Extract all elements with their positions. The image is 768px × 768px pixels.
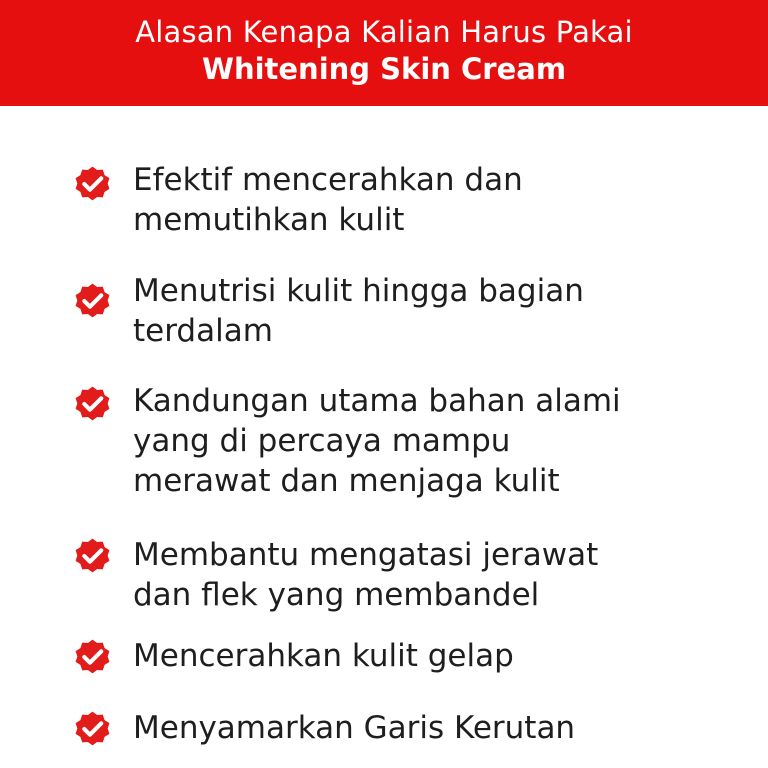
benefit-text: Menutrisi kulit hingga bagian terdalam [133,273,584,349]
benefit-text: Mencerahkan kulit gelap [133,638,514,674]
benefit-text: Menyamarkan Garis Kerutan [133,710,576,746]
header-product-name: Whitening Skin Cream [201,52,567,86]
check-badge-icon [72,163,113,204]
check-badge-icon [72,280,113,321]
check-badge-icon [72,636,113,677]
check-badge-icon [72,383,113,424]
check-badge-icon [72,708,113,749]
benefit-text: Kandungan utama bahan alami yang di percaya mampu merawat dan menjaga kulit [133,383,621,499]
benefit-text: Efektif mencerahkan dan memutihkan kulit [133,162,523,238]
benefit-text: Membantu mengatasi jerawat dan flek yang membandel [133,537,599,613]
header-title: Alasan Kenapa Kalian Harus Pakai [135,15,633,49]
check-badge-icon [72,535,113,576]
